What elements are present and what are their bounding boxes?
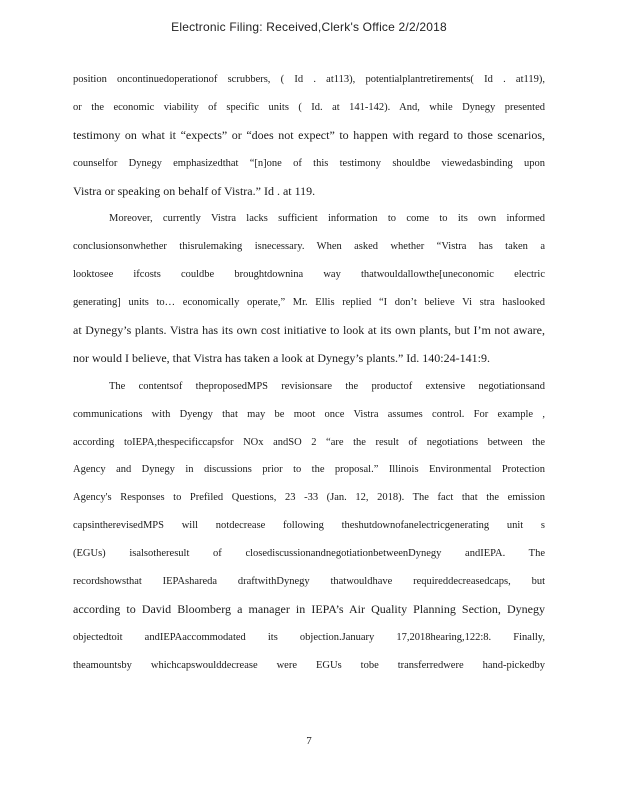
paragraph-start-line: Moreover, currently Vistra lacks sufficient information to come to its own informed [109,213,545,225]
text-line: looktosee ifcosts couldbe broughtdownina way thatwouldallowthe[uneconomic electric [73,269,545,281]
text-line: or the economic viability of specific units ( Id. at 141-142). And, while Dynegy presented [73,101,545,113]
text-line: (EGUs) isalsotheresult of closediscussionandnegotiationbetweenDynegy andIEPA. The [73,548,545,560]
filing-header: Electronic Filing: Received,Clerk's Office 2/2/2018 [171,20,447,34]
paragraph-start-line: The contentsof theproposedMPS revisionsare the productof extensive negotiationsand [109,380,545,392]
text-line: objectedtoit andIEPAaccommodated its objection.January 17,2018hearing,122:8. Finally, [73,631,545,643]
text-line: testimony on what it “expects” or “does not expect” to happen with regard to those scenarios, [73,127,545,142]
text-line: Agency and Dynegy in discussions prior to the proposal.” Illinois Environmental Protection [73,464,545,476]
text-line: Vistra or speaking on behalf of Vistra.” Id . at 119. [73,183,316,198]
text-line: conclusionsonwhether thisrulemaking isnecessary. When asked whether “Vistra has taken a [73,241,545,253]
text-line: according to David Bloomberg a manager in IEPA’s Air Quality Planning Section, Dynegy [73,601,545,616]
text-line: counselfor Dynegy emphasizedthat “[n]one of this testimony shouldbe viewedasbinding upon [73,157,545,169]
text-line: theamountsby whichcapswoulddecrease were EGUs tobe transferredwere hand-pickedby [73,659,545,671]
text-line: communications with Dyengy that may be moot once Vistra assumes control. For example , [73,408,545,420]
page-number: 7 [306,735,312,747]
text-line: recordshowsthat IEPAshareda draftwithDynegy thatwouldhave requireddecreasedcaps, but [73,576,545,588]
text-line: position oncontinuedoperationof scrubbers, ( Id . at113), potentialplantretirements( Id . at119), [73,74,545,85]
document-body [73,66,545,680]
text-line: capsintherevisedMPS will notdecrease following theshutdownofanelectricgenerating unit s [73,520,545,532]
text-line: nor would I believe, that Vistra has taken a look at Dynegy’s plants.” Id. 140:24-141:9. [73,350,490,365]
text-line: according toIEPA,thespecificcapsfor NOx andSO 2 “are the result of negotiations between the [73,436,545,448]
text-line: Agency's Responses to Prefiled Questions, 23 -33 (Jan. 12, 2018). The fact that the emission [73,492,545,504]
text-line: at Dynegy’s plants. Vistra has its own cost initiative to look at its own plants, but I’m not aware, [73,323,545,338]
text-line: generating] units to… economically operate,” Mr. Ellis replied “I don’t believe Vi stra haslooked [73,297,545,309]
